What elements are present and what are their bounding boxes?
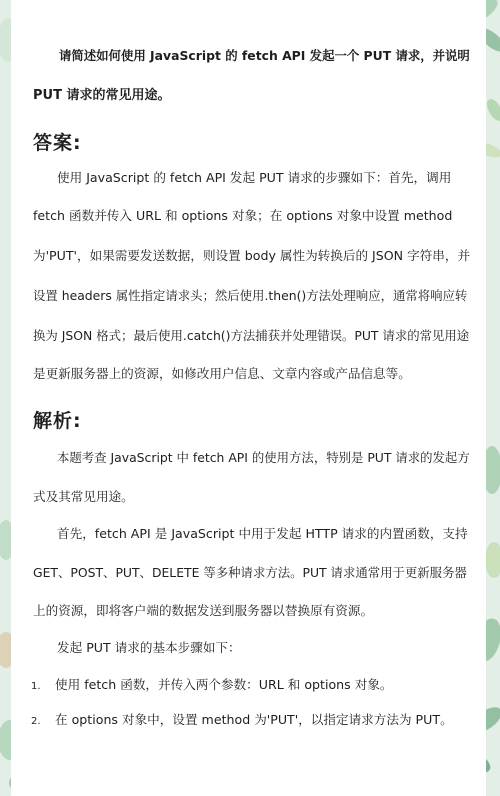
analysis-heading: 解析: [33,410,82,432]
analysis-line-6: 发起 PUT 请求的基本步骤如下： [57,640,241,655]
question-line-2: PUT 请求的常见用途。 [33,88,171,103]
list-item [31,679,471,692]
list-number: 1. [31,681,41,692]
analysis-line-2: 式及其常见用途。 [33,489,134,504]
analysis-line-4: GET、POST、PUT、DELETE 等多种请求方法。PUT 请求通常用于更新服务器 [33,565,467,580]
list-number: 2. [31,716,41,727]
answer-line-1: 使用 JavaScript 的 fetch API 发起 PUT 请求的步骤如下：首先，调用 [57,170,452,185]
analysis-line-3: 首先，fetch API 是 JavaScript 中用于发起 HTTP 请求的内置函数，支持 [57,526,468,541]
analysis-line-5: 上的资源，即将客户端的数据发送到服务器以替换原有资源。 [33,603,374,618]
answer-line-4: 设置 headers 属性指定请求头；然后使用.then()方法处理响应，通常将响应转 [33,288,468,303]
list-item [31,714,471,727]
answer-line-5: 换为 JSON 格式；最后使用.catch()方法捕获并处理错误。PUT 请求的常见用途 [33,328,470,343]
question-line-1: 请简述如何使用 JavaScript 的 fetch API 发起一个 PUT 请求，并说明 [59,48,470,63]
answer-line-6: 是更新服务器上的资源，如修改用户信息、文章内容或产品信息等。 [33,366,411,381]
answer-line-2: fetch 函数并传入 URL 和 options 对象；在 options 对象中设置 method [33,208,453,223]
list-text: 在 options 对象中，设置 method 为'PUT'，以指定请求方法为 PUT。 [55,712,453,727]
document-page [11,0,486,796]
analysis-line-1: 本题考查 JavaScript 中 fetch API 的使用方法，特别是 PUT 请求的发起方 [57,450,470,465]
list-text: 使用 fetch 函数，并传入两个参数：URL 和 options 对象。 [55,677,393,692]
answer-line-3: 为'PUT'，如果需要发送数据，则设置 body 属性为转换后的 JSON 字符串，并 [33,248,471,263]
answer-heading: 答案: [33,132,82,154]
